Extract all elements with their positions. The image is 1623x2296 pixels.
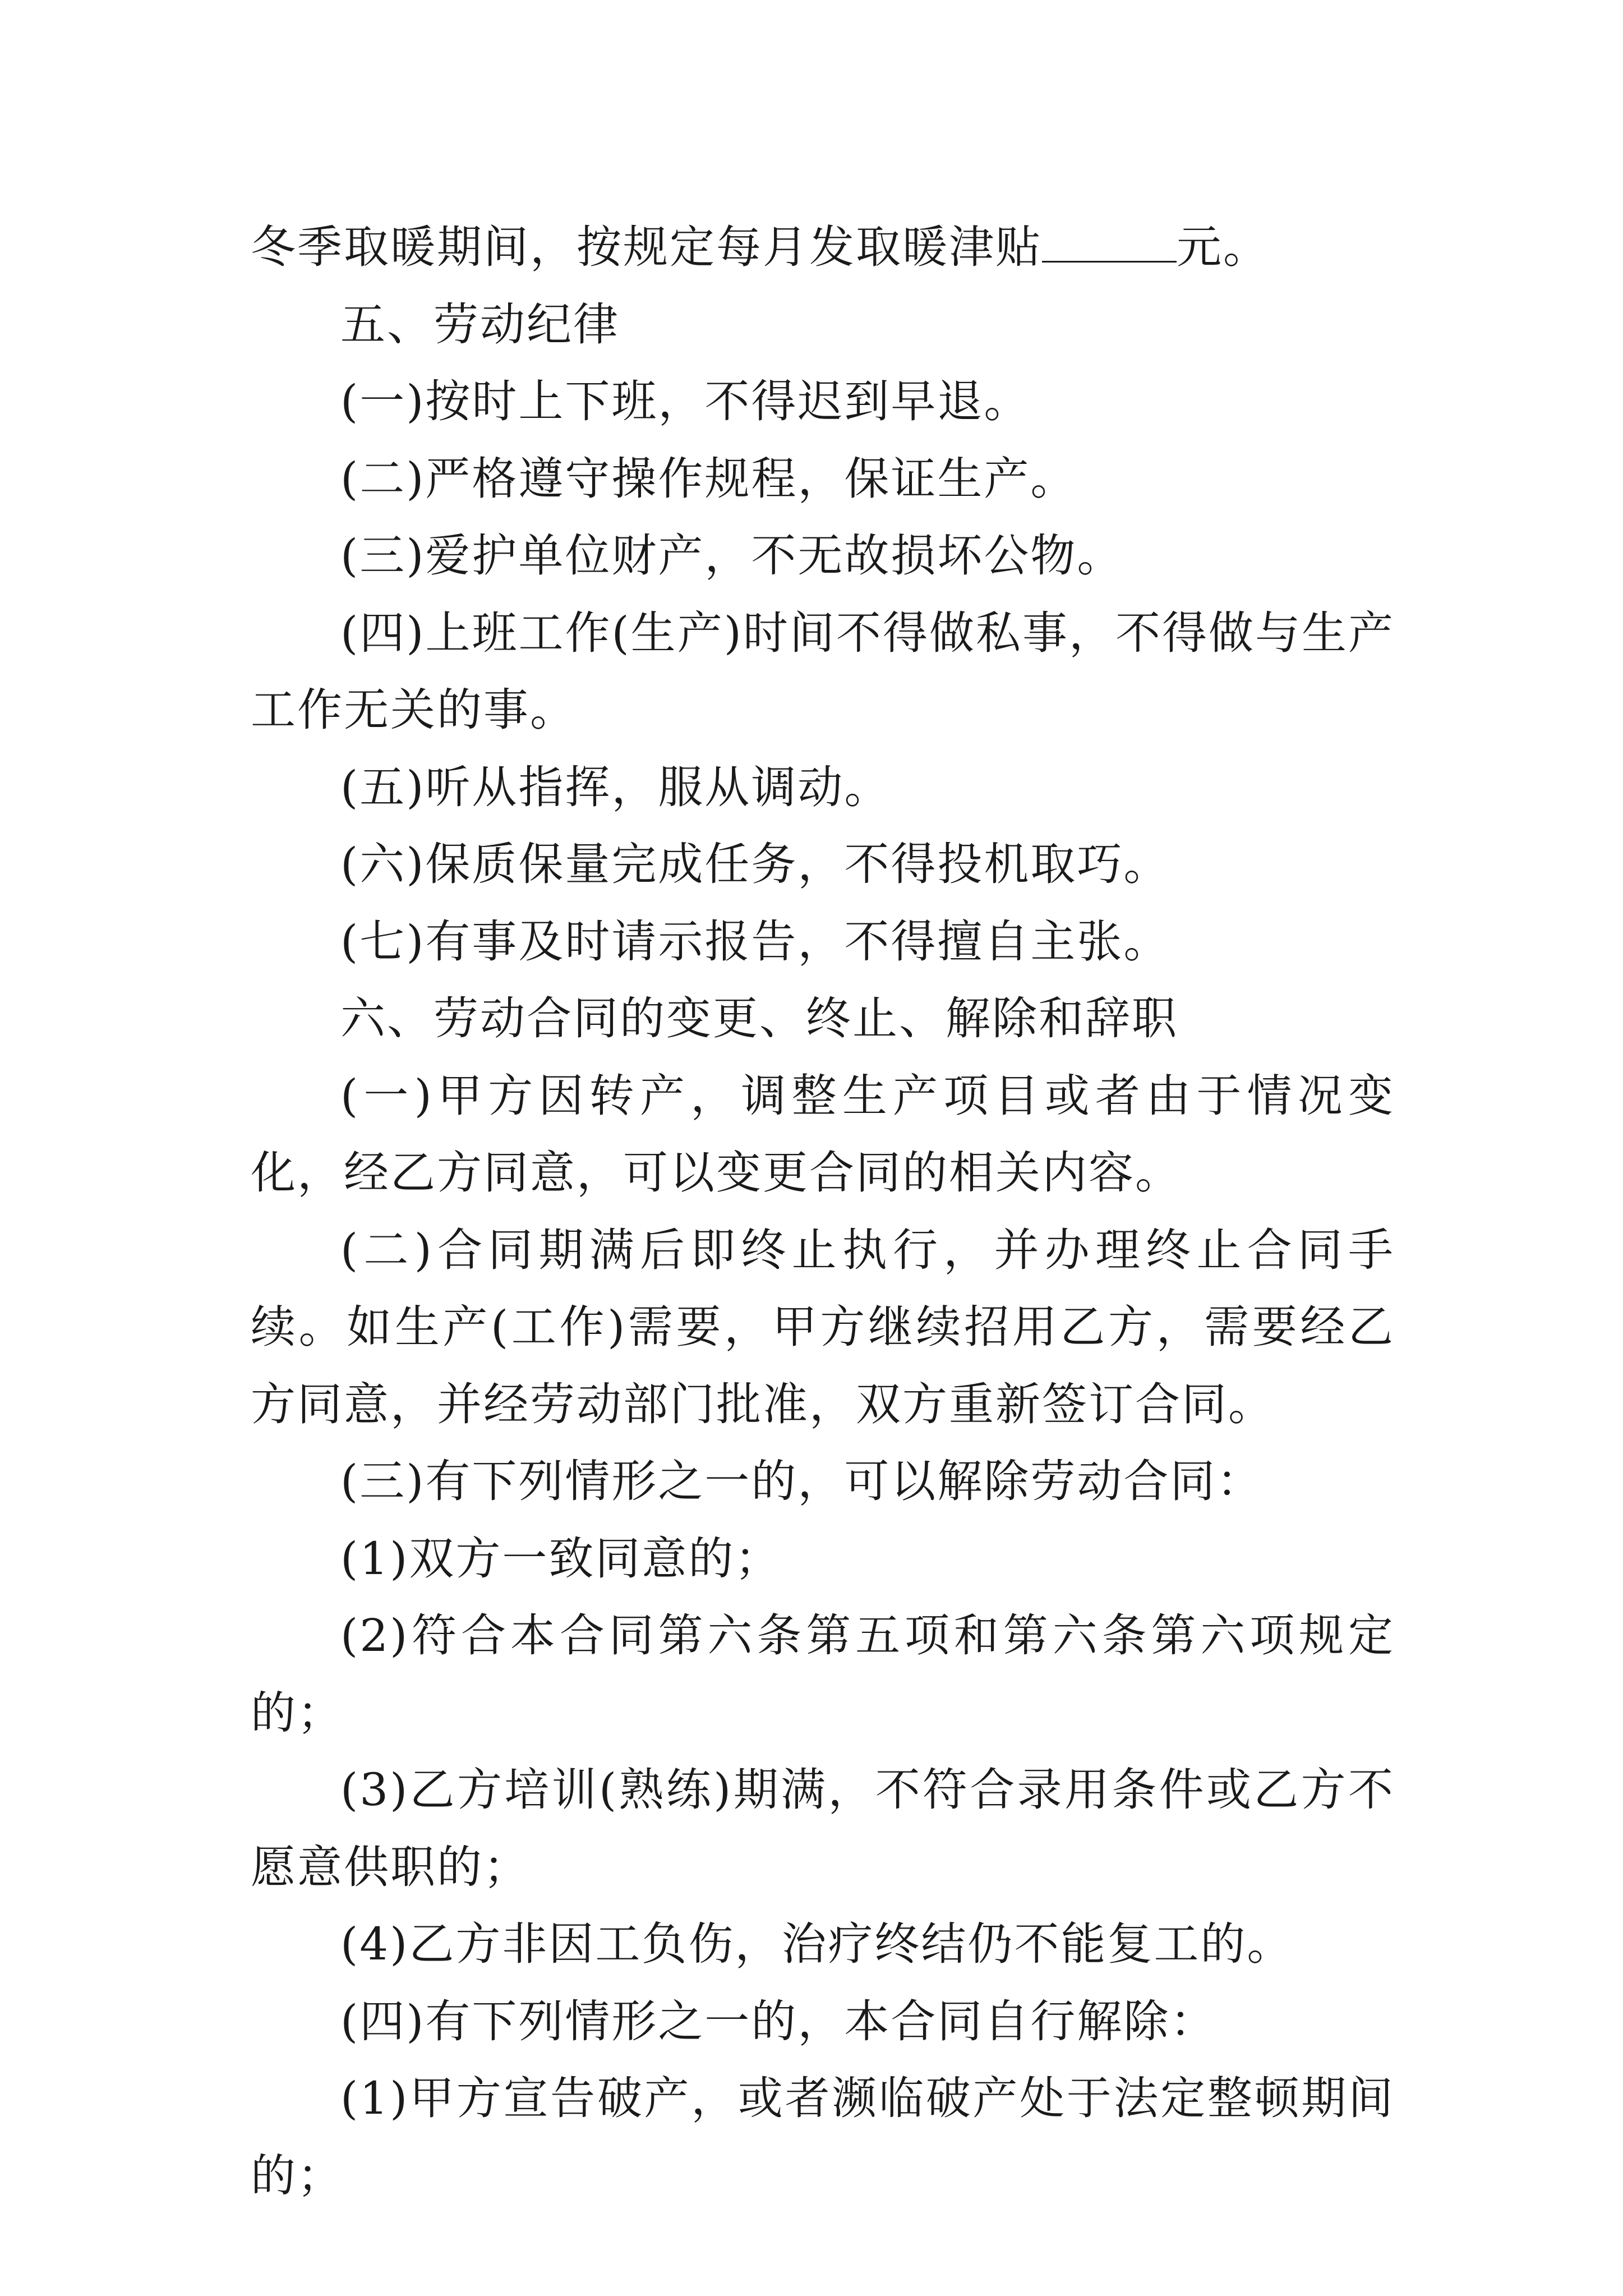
section-5-item-7: (七)有事及时请示报告，不得擅自主张。 [340,915,1170,968]
section-6-item-3-sub-1: (1)双方一致同意的； [340,1532,782,1585]
section-6-item-3-sub-2: (2)符合本合同第六条第五项和第六条第六项规定的； [251,1609,1395,1739]
section-6-heading: 六、劳动合同的变更、终止、解除和辞职 [340,992,1178,1045]
section-5-item-6: (六)保质保量完成任务，不得投机取巧。 [340,838,1170,890]
section-5-item-1: (一)按时上下班，不得迟到早退。 [340,375,1031,427]
section-5-item-5: (五)听从指挥，服从调动。 [340,761,891,813]
section-5-heading: 五、劳动纪律 [340,298,620,351]
amount-blank [1042,222,1177,263]
section-5-item-4: (四)上班工作(生产)时间不得做私事，不得做与生产工作无关的事。 [251,606,1395,736]
section-6-item-3-sub-4: (4)乙方非因工负伤，治疗终结仍不能复工的。 [340,1918,1294,1970]
section-5-item-2: (二)严格遵守操作规程，保证生产。 [340,452,1077,505]
section-5-item-3: (三)爱护单位财产，不无故损坏公物。 [340,530,1124,582]
section-6-item-3-sub-3: (3)乙方培训(熟练)期满，不符合录用条件或乙方不愿意供职的； [251,1764,1395,1893]
section-6-item-3: (三)有下列情形之一的，可以解除劳动合同： [340,1455,1264,1507]
currency-unit-text: 元。 [1177,221,1270,273]
document-body [251,209,1395,2214]
section-6-item-2: (二)合同期满后即终止执行，并办理终止合同手续。如生产(工作)需要，甲方继续招用乙方，需要经乙方同意，并经劳动部门批准，双方重新签订合同。 [251,1223,1395,1430]
section-6-item-1: (一)甲方因转产，调整生产项目或者由于情况变化，经乙方同意，可以变更合同的相关内容。 [251,1069,1395,1199]
heating-allowance-paragraph [251,209,1395,286]
section-6-item-4: (四)有下列情形之一的，本合同自行解除： [340,1995,1217,2047]
section-6-item-4-sub-1: (1)甲方宣告破产，或者濒临破产处于法定整顿期间的； [251,2072,1395,2202]
heating-allowance-text: 冬季取暖期间，按规定每月发取暖津贴 [251,221,1042,273]
